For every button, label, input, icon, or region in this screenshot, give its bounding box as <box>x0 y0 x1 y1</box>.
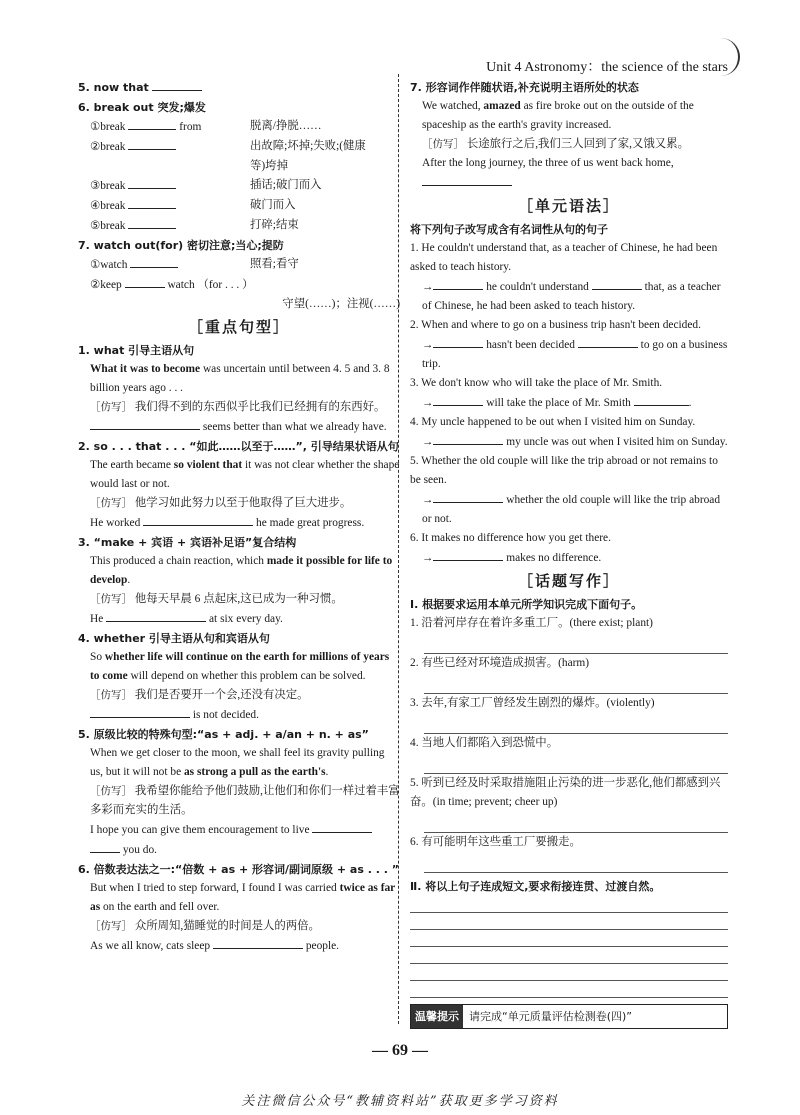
watch-row-2-cn: 守望(……)；注视(……) <box>282 298 400 310</box>
watch-row-1: ①watch 照看;看守 <box>78 255 400 275</box>
w2-prompt: 2. 有些已经对环境造成损害。(harm) <box>410 657 590 669</box>
answer-blank[interactable] <box>152 78 202 91</box>
answer-blank[interactable] <box>634 393 689 406</box>
break-row-3: ③break 插话;破门而入 <box>78 176 400 196</box>
watch-row-2: ②keep watch （for . . . ） <box>78 275 400 295</box>
s2-heading: 2. so . . . that . . . “如此……以至于……”, 引导结果状语从句 <box>78 440 399 453</box>
s7-imitate: ［仿写］ 长途旅行之后,我们三人回到了家,又饿又累。 <box>422 138 689 150</box>
answer-blank[interactable] <box>433 548 503 561</box>
break-row-5: ⑤break 打碎;结束 <box>78 216 400 236</box>
answer-blank[interactable] <box>433 277 483 290</box>
break-row-1: ①break from 脱离/挣脱…… <box>78 117 400 137</box>
answer-blank[interactable] <box>106 609 206 622</box>
s6-imitate: ［仿写］ 众所周知,猫睡觉的时间是人的两倍。 <box>90 920 320 932</box>
g2-question: 2. When and where to go on a business trip hasn't been decided. <box>410 319 701 331</box>
w4-prompt: 4. 当地人们都陷入到恐慌中。 <box>410 737 559 749</box>
g1-answer: → he couldn't understand that, as a teacher of Chinese, he had been asked to teach history. <box>410 277 728 316</box>
w5-answer-line[interactable] <box>424 812 728 833</box>
grammar-instruction: 将下列句子改写成含有名词性从句的句子 <box>410 223 608 236</box>
w4-answer-line[interactable] <box>424 753 728 774</box>
w1-prompt: 1. 沿着河岸存在着许多重工厂。(there exist; plant) <box>410 617 653 629</box>
answer-blank[interactable] <box>433 432 503 445</box>
answer-blank[interactable] <box>90 840 120 853</box>
answer-blank[interactable] <box>90 705 190 718</box>
break-row-2-cont: 等)垮掉 <box>250 160 288 172</box>
item-6-heading: 6. break out 突发;爆发 <box>78 101 206 114</box>
s3-example: This produced a chain reaction, which made it possible for life to develop. <box>90 555 393 586</box>
essay-line[interactable] <box>410 947 728 964</box>
s6-answer: As we all know, cats sleep people. <box>78 936 400 956</box>
g3-question: 3. We don't know who will take the place of Mr. Smith. <box>410 377 663 389</box>
g1-question: 1. He couldn't understand that, as a teacher of Chinese, he had been asked to teach history. <box>410 242 718 273</box>
g3-answer: → will take the place of Mr. Smith . <box>410 393 728 413</box>
s3-heading: 3. “make + 宾语 + 宾语补足语”复合结构 <box>78 536 297 549</box>
g2-answer: → hasn't been decided to go on a business trip. <box>410 335 728 374</box>
answer-blank[interactable] <box>433 335 483 348</box>
s3-answer: He at six every day. <box>78 609 400 629</box>
essay-line[interactable] <box>410 930 728 947</box>
answer-blank[interactable] <box>128 117 176 130</box>
s3-imitate: ［仿写］ 他每天早晨 6 点起床,这已成为一种习惯。 <box>90 593 343 605</box>
right-column <box>410 78 728 1029</box>
w5-prompt: 5. 听到已经及时采取措施阻止污染的进一步恶化,他们都感到兴奋。(in time; prevent; cheer up) <box>410 777 721 808</box>
answer-blank[interactable] <box>125 275 165 288</box>
writing-part-2-heading: Ⅱ. 将以上句子连成短文,要求衔接连贯、过渡自然。 <box>410 880 661 893</box>
answer-blank[interactable] <box>143 513 253 526</box>
g4-question: 4. My uncle happened to be out when I visited him on Sunday. <box>410 416 696 428</box>
essay-line[interactable] <box>410 964 728 981</box>
page-header: Unit 4 Astronomy：the science of the stars <box>486 60 728 75</box>
s2-answer: He worked he made great progress. <box>78 513 400 533</box>
answer-blank[interactable] <box>433 490 503 503</box>
s2-example: The earth became so violent that it was not clear whether the shape would last or not. <box>90 459 400 490</box>
answer-blank[interactable] <box>213 936 303 949</box>
s4-imitate: ［仿写］ 我们是否要开一个会,还没有决定。 <box>90 689 309 701</box>
reminder-label: 温馨提示 <box>411 1005 463 1028</box>
answer-blank[interactable] <box>592 277 642 290</box>
answer-blank[interactable] <box>422 173 512 186</box>
s1-heading: 1. what 引导主语从句 <box>78 344 195 357</box>
s5-imitate: ［仿写］ 我希望你能给予他们鼓励,让他们和你们一样过着丰富多彩而充实的生活。 <box>90 785 400 816</box>
reminder-box <box>410 1004 728 1029</box>
answer-blank[interactable] <box>128 196 176 209</box>
g6-answer: → makes no difference. <box>410 548 728 568</box>
essay-line[interactable] <box>410 913 728 930</box>
s7-answer: After the long journey, the three of us went back home, <box>410 154 728 193</box>
s6-example: But when I tried to step forward, I found I was carried twice as far as on the earth and fell over. <box>90 882 396 913</box>
footer-note: 关注微信公众号“教辅资料站”获取更多学习资料 <box>241 1094 559 1109</box>
s4-heading: 4. whether 引导主语从句和宾语从句 <box>78 632 270 645</box>
g4-answer: → my uncle was out when I visited him on Sunday. <box>410 432 728 452</box>
s5-example: When we get closer to the moon, we shall feel its gravity pulling us, but it will not be as strong a pull as the earth's. <box>90 747 385 778</box>
s5-heading: 5. 原级比较的特殊句型:“as + adj. + a/an + n. + as” <box>78 728 369 741</box>
essay-line[interactable] <box>410 981 728 998</box>
g5-answer: → whether the old couple will like the trip abroad or not. <box>410 490 728 529</box>
item-7-heading: 7. watch out(for) 密切注意;当心;提防 <box>78 239 284 252</box>
section-topic-writing: ［话题写作］ <box>517 572 620 590</box>
s5-answer: I hope you can give them encouragement to live you do. <box>78 820 400 860</box>
g5-question: 5. Whether the old couple will like the trip abroad or not remains to be seen. <box>410 455 718 486</box>
s4-answer: is not decided. <box>78 705 400 725</box>
section-grammar: ［单元语法］ <box>517 197 620 215</box>
writing-part-1-heading: Ⅰ. 根据要求运用本单元所学知识完成下面句子。 <box>410 598 643 611</box>
answer-blank[interactable] <box>128 137 176 150</box>
w6-prompt: 6. 有可能明年这些重工厂要搬走。 <box>410 836 581 848</box>
answer-blank[interactable] <box>433 393 483 406</box>
break-row-4: ④break 破门而入 <box>78 196 400 216</box>
s1-imitate: ［仿写］ 我们得不到的东西似乎比我们已经拥有的东西好。 <box>90 401 386 413</box>
left-column <box>78 78 400 956</box>
answer-blank[interactable] <box>128 176 176 189</box>
answer-blank[interactable] <box>90 417 200 430</box>
page-number: — 69 — <box>372 1042 428 1059</box>
s4-example: So whether life will continue on the earth for millions of years to come will depend on whether this problem can be solved. <box>90 651 390 682</box>
item-5-heading: 5. now that <box>78 81 149 94</box>
answer-blank[interactable] <box>130 255 178 268</box>
break-row-2: ②break 出故障;坏掉;失败;(健康 <box>78 137 400 157</box>
w2-answer-line[interactable] <box>424 673 728 694</box>
w3-prompt: 3. 去年,有家工厂曾经发生剧烈的爆炸。(violently) <box>410 697 655 709</box>
essay-line[interactable] <box>410 896 728 913</box>
s1-answer: seems better than what we already have. <box>78 417 400 437</box>
w3-answer-line[interactable] <box>424 713 728 734</box>
s7-heading: 7. 形容词作伴随状语,补充说明主语所处的状态 <box>410 81 639 94</box>
s7-example: We watched, amazed as fire broke out on the outside of the spaceship as the earth's gravity increased. <box>422 100 694 131</box>
w6-answer-line[interactable] <box>424 852 728 873</box>
section-key-sentences: ［重点句型］ <box>187 318 290 336</box>
answer-blank[interactable] <box>312 820 372 833</box>
g6-question: 6. It makes no difference how you get there. <box>410 532 611 544</box>
answer-blank[interactable] <box>578 335 638 348</box>
reminder-text: 请完成“单元质量评估检测卷(四)” <box>469 1010 632 1023</box>
s6-heading: 6. 倍数表达法之一:“倍数 + as + 形容词/副词原级 + as . . . ” <box>78 863 399 876</box>
w1-answer-line[interactable] <box>424 633 728 654</box>
s1-example: What it was to become was uncertain until between 4. 5 and 3. 8 billion years ago . . . <box>90 363 390 394</box>
s2-imitate: ［仿写］ 他学习如此努力以至于他取得了巨大进步。 <box>90 497 352 509</box>
answer-blank[interactable] <box>128 216 176 229</box>
